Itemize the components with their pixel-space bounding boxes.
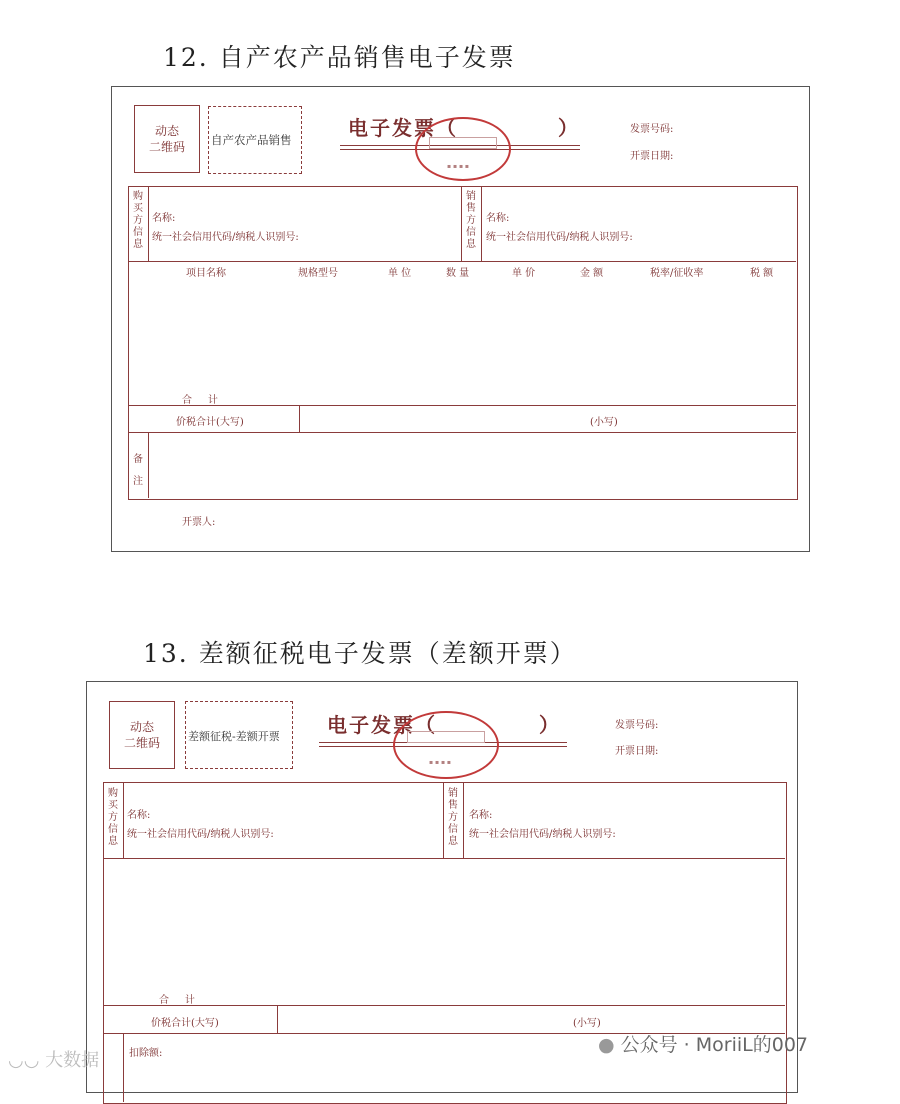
seller-name-label: 名称: [469,810,493,821]
invoice-number-label: 发票号码: [615,720,659,731]
watermark-right-text: 公众号 · MoriiL的007 [620,1034,808,1056]
buyer-label: 购买方信息 [108,788,118,847]
issue-date-label: 开票日期: [615,746,659,757]
issuer-label: 开票人: [182,517,216,528]
col-item-name: 项目名称 [186,268,226,279]
total-label: 合 计 [182,395,218,406]
invoice-type-label: 自产农产品销售 [211,133,292,147]
section-12-title: 12. 自产农产品销售电子发票 [163,43,516,72]
qr-code-label: 动态 二维码 [148,124,185,154]
small-amount-label: (小写) [573,1018,601,1029]
seller-tax-id-label: 统一社会信用代码/纳税人识别号: [469,829,616,840]
deduction-label: 扣除额: [129,1048,163,1059]
watermark-left [8,1046,99,1072]
tax-seal-icon: ▪ ▪ ▪ ▪ [415,117,511,181]
seller-label: 销售方信息 [466,191,476,250]
col-tax-amount: 税 额 [750,268,774,279]
buyer-name-label: 名称: [152,213,176,224]
buyer-tax-id-label: 统一社会信用代码/纳税人识别号: [152,232,299,243]
col-quantity: 数 量 [446,268,470,279]
invoice-title-close: ） [539,713,561,737]
section-13-title: 13. 差额征税电子发票（差额开票） [143,639,577,668]
seller-tax-id-label: 统一社会信用代码/纳税人识别号: [486,232,633,243]
col-unit: 单 位 [388,268,412,279]
buyer-label: 购买方信息 [133,191,143,250]
invoice-type-label: 差额征税-差额开票 [188,730,280,743]
col-spec: 规格型号 [298,268,338,279]
buyer-tax-id-label: 统一社会信用代码/纳税人识别号: [127,829,274,840]
issue-date-label: 开票日期: [630,151,674,162]
buyer-name-label: 名称: [127,810,151,821]
total-tax-upper-label: 价税合计(大写) [151,1018,219,1029]
col-amount: 金 额 [580,268,604,279]
invoice-number-label: 发票号码: [630,124,674,135]
wechat-icon: ● [598,1034,615,1056]
seller-name-label: 名称: [486,213,510,224]
small-amount-label: (小写) [590,417,618,428]
watermark-left-text: 大数据 [45,1050,100,1071]
seller-label: 销售方信息 [448,788,458,847]
watermark-right [598,1030,808,1057]
invoice-12-frame [111,86,810,552]
col-unit-price: 单 价 [512,268,536,279]
tax-seal-icon: ▪ ▪ ▪ ▪ [393,711,499,779]
invoice-title: 电子发票（ [348,116,458,140]
qr-code-label: 动态 二维码 [123,720,160,750]
invoice-title-close: ） [558,116,580,140]
watermark-left-icon: ◡◡ [8,1050,40,1071]
invoice-title: 电子发票（ [327,713,437,737]
total-label: 合 计 [159,995,195,1006]
total-tax-upper-label: 价税合计(大写) [176,417,244,428]
remark-label: 备注 [133,454,143,487]
col-tax-rate: 税率/征收率 [650,268,704,279]
